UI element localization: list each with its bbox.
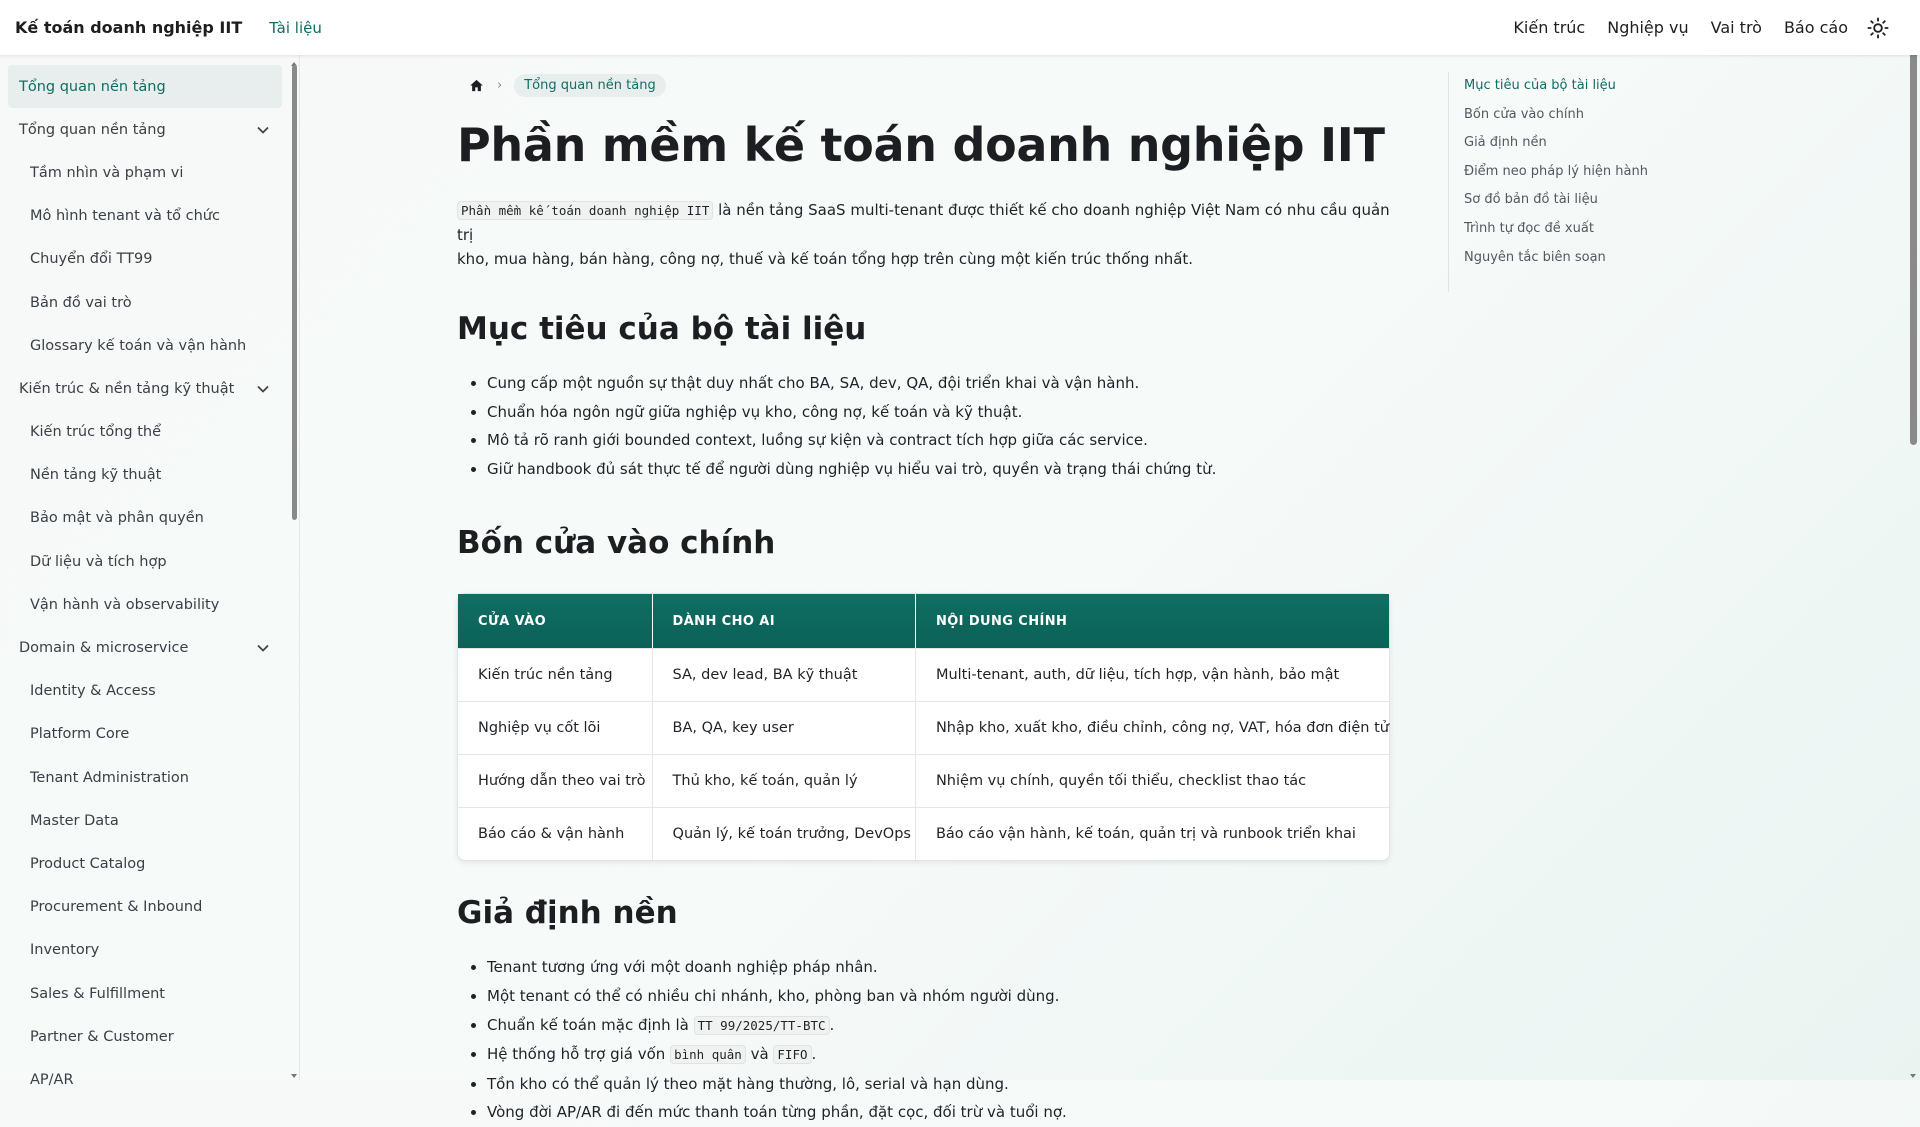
chevron-down-icon[interactable]: [256, 641, 270, 655]
sidebar-item[interactable]: [8, 324, 282, 367]
list-item: • Tồn kho có thể quản lý theo mặt hàng thường, lô, serial và hạn dùng.: [487, 1070, 1392, 1099]
sidebar-item-label: Partner & Customer: [30, 1028, 174, 1045]
table-header-content: NỘI DUNG CHÍNH: [916, 594, 1389, 648]
toc-item[interactable]: Mục tiêu của bộ tài liệu: [1464, 78, 1616, 93]
sidebar-item-label: Tenant Administration: [30, 769, 189, 786]
assumptions-heading: Giả định nền: [457, 895, 678, 932]
list-item: • Vòng đời AP/AR đi đến mức thanh toán từng phần, đặt cọc, đối trừ và tuổi nợ.: [487, 1098, 1392, 1127]
list-item-text: .: [829, 1015, 835, 1034]
main-content: [457, 70, 1392, 1127]
table-row: [458, 648, 1389, 701]
toc-item[interactable]: Bốn cửa vào chính: [1464, 106, 1584, 122]
sidebar-item[interactable]: [8, 238, 282, 281]
list-item: [487, 1040, 1392, 1070]
table-row: [458, 754, 1389, 807]
table-cell: Kiến trúc nền tảng: [458, 648, 653, 701]
list-item-text: Chuẩn kế toán mặc định là: [487, 1015, 694, 1034]
sidebar: [0, 55, 300, 1088]
sidebar-item-label: Chuyển đổi TT99: [30, 251, 153, 268]
page-scroll-thumb[interactable]: [1910, 10, 1917, 445]
sidebar-item-label: Inventory: [30, 942, 100, 959]
nav-link-architecture[interactable]: Kiến trúc: [1513, 18, 1586, 37]
sidebar-item[interactable]: [8, 713, 282, 756]
breadcrumb-current[interactable]: Tổng quan nền tảng: [514, 74, 666, 97]
home-icon: [469, 78, 484, 93]
table-cell: SA, dev lead, BA kỹ thuật: [653, 648, 916, 701]
assumptions-list: [457, 953, 1392, 1127]
nav-link-business[interactable]: Nghiệp vụ: [1607, 18, 1689, 37]
table-row: [458, 807, 1389, 860]
sidebar-item[interactable]: [8, 1015, 282, 1058]
sidebar-item-label: Domain & microservice: [19, 640, 189, 657]
table-cell: Nhiệm vụ chính, quyền tối thiểu, checklist thao tác: [916, 754, 1389, 807]
table-of-contents: [1448, 72, 1668, 292]
sidebar-item-label: Product Catalog: [30, 855, 146, 872]
table-cell: Thủ kho, kế toán, quản lý: [653, 754, 916, 807]
toc-item[interactable]: Sơ đồ bản đồ tài liệu: [1464, 192, 1598, 208]
table-header-entry: CỬA VÀO: [458, 594, 653, 648]
list-item: • Mô tả rõ ranh giới bounded context, luồng sự kiện và contract tích hợp giữa các service.: [487, 426, 1392, 455]
sidebar-item-label: Platform Core: [30, 726, 130, 743]
inline-code: FIFO: [773, 1045, 811, 1064]
sidebar-item[interactable]: [8, 497, 282, 540]
sidebar-item[interactable]: [8, 886, 282, 929]
list-item: [487, 1011, 1392, 1041]
sidebar-item-label: Bản đồ vai trò: [30, 294, 132, 311]
page-scroll-down-icon[interactable]: [1910, 1074, 1916, 1078]
list-item: • Tenant tương ứng với một doanh nghiệp pháp nhân.: [487, 953, 1392, 982]
sidebar-item[interactable]: [8, 195, 282, 238]
table-header-audience: DÀNH CHO AI: [653, 594, 916, 648]
nav-right-links: [1491, 16, 1890, 40]
list-item-text: Hệ thống hỗ trợ giá vốn: [487, 1045, 671, 1064]
toc-item[interactable]: Điểm neo pháp lý hiện hành: [1464, 163, 1648, 179]
table-cell: Quản lý, kế toán trưởng, DevOps: [653, 807, 916, 860]
sidebar-item[interactable]: [8, 670, 282, 713]
list-item: • Một tenant có thể có nhiều chi nhánh, kho, phòng ban và nhóm người dùng.: [487, 982, 1392, 1011]
page-scrollbar[interactable]: [1906, 0, 1920, 1080]
chevron-down-icon[interactable]: [256, 123, 270, 137]
sidebar-item-label: Master Data: [30, 812, 119, 829]
sidebar-item-label: Tổng quan nền tảng: [19, 78, 166, 95]
sidebar-item-label: Dữ liệu và tích hợp: [30, 553, 167, 570]
sidebar-item-label: Bảo mật và phân quyền: [30, 510, 204, 527]
sidebar-item[interactable]: [8, 756, 282, 799]
intro-text-2: kho, mua hàng, bán hàng, công nợ, thuế và kế toán tổng hợp trên cùng một kiến trúc thống nhất.: [457, 250, 1194, 268]
sidebar-item[interactable]: [8, 281, 282, 324]
sidebar-scrollbar[interactable]: [289, 60, 299, 1080]
table-header-row: [458, 594, 1389, 648]
sidebar-item[interactable]: [8, 1058, 282, 1101]
sidebar-item-label: Sales & Fulfillment: [30, 985, 165, 1002]
inline-code: bình quân: [670, 1045, 746, 1064]
intro-code: Phần mềm kế toán doanh nghiệp IIT: [457, 201, 713, 220]
sidebar-item-label: Tầm nhìn và phạm vi: [30, 164, 184, 181]
table-cell: Nhập kho, xuất kho, điều chỉnh, công nợ, VAT, hóa đơn điện tử: [916, 701, 1389, 754]
sidebar-item-label: Procurement & Inbound: [30, 899, 203, 916]
list-item: • Giữ handbook đủ sát thực tế để người dùng nghiệp vụ hiểu vai trò, quyền và trạng thái chứng từ.: [487, 455, 1392, 484]
sidebar-item-label: Vận hành và observability: [30, 596, 220, 613]
sidebar-item[interactable]: [8, 929, 282, 972]
sidebar-item[interactable]: [8, 65, 282, 108]
sidebar-item[interactable]: [8, 411, 282, 454]
sun-icon: [1867, 17, 1889, 39]
table-cell: Multi-tenant, auth, dữ liệu, tích hợp, vận hành, bảo mật: [916, 648, 1389, 701]
sidebar-menu: [0, 55, 282, 1102]
breadcrumb: [457, 70, 1392, 100]
sidebar-item-label: Nền tảng kỹ thuật: [30, 467, 162, 484]
sidebar-scroll-thumb[interactable]: [292, 65, 297, 520]
sidebar-item-label: Identity & Access: [30, 683, 156, 700]
list-item: • Chuẩn hóa ngôn ngữ giữa nghiệp vụ kho, công nợ, kế toán và kỹ thuật.: [487, 398, 1392, 427]
top-navbar: [0, 0, 1920, 55]
sidebar-item[interactable]: [8, 540, 282, 583]
table-cell: Báo cáo vận hành, kế toán, quản trị và runbook triển khai: [916, 807, 1389, 860]
sidebar-item-label: Kiến trúc & nền tảng kỹ thuật: [19, 380, 235, 397]
sidebar-item-label: Mô hình tenant và tổ chức: [30, 208, 220, 225]
breadcrumb-chevron-icon: ›: [497, 77, 503, 93]
sidebar-category[interactable]: [8, 626, 282, 669]
sidebar-category[interactable]: [8, 108, 282, 151]
list-item-text: và: [745, 1045, 774, 1064]
table-cell: Hướng dẫn theo vai trò: [458, 754, 653, 807]
intro-paragraph: [457, 198, 1392, 271]
nav-docs-link[interactable]: Tài liệu: [269, 18, 322, 37]
sidebar-category[interactable]: [8, 367, 282, 410]
toc-item[interactable]: Trình tự đọc đề xuất: [1464, 220, 1594, 236]
entry-points-table: [457, 593, 1390, 861]
table-cell: BA, QA, key user: [653, 701, 916, 754]
list-item: • Cung cấp một nguồn sự thật duy nhất cho BA, SA, dev, QA, đội triển khai và vận hành.: [487, 369, 1392, 398]
sidebar-item[interactable]: [8, 151, 282, 194]
toc-item[interactable]: Nguyên tắc biên soạn: [1464, 249, 1606, 265]
sidebar-item-label: Tổng quan nền tảng: [19, 121, 166, 138]
breadcrumb-home[interactable]: [467, 76, 485, 94]
nav-link-roles[interactable]: Vai trò: [1710, 18, 1762, 37]
toc-item[interactable]: Giả định nền: [1464, 135, 1547, 151]
sidebar-item[interactable]: [8, 799, 282, 842]
sidebar-item[interactable]: [8, 583, 282, 626]
sidebar-item[interactable]: [8, 842, 282, 885]
goals-list: [457, 369, 1392, 483]
table-row: [458, 701, 1389, 754]
table-cell: Báo cáo & vận hành: [458, 807, 653, 860]
table-cell: Nghiệp vụ cốt lõi: [458, 701, 653, 754]
page-title: Phần mềm kế toán doanh nghiệp IIT: [457, 118, 1385, 172]
entry-points-heading: Bốn cửa vào chính: [457, 525, 776, 562]
sidebar-item-label: Glossary kế toán và vận hành: [30, 337, 247, 354]
theme-toggle-button[interactable]: [1866, 16, 1890, 40]
sidebar-item[interactable]: [8, 972, 282, 1015]
nav-link-reports[interactable]: Báo cáo: [1783, 18, 1848, 37]
intro-text-1: là nền tảng SaaS multi-tenant được thiết kế cho doanh nghiệp Việt Nam có nhu cầu quản trị: [457, 201, 1390, 244]
inline-code: TT 99/2025/TT-BTC: [694, 1016, 830, 1035]
brand-title[interactable]: Kế toán doanh nghiệp IIT: [15, 18, 243, 37]
goals-heading: Mục tiêu của bộ tài liệu: [457, 311, 867, 347]
list-item-text: .: [811, 1045, 817, 1064]
sidebar-scroll-down-icon[interactable]: [291, 1074, 297, 1078]
sidebar-item-label: Kiến trúc tổng thể: [30, 424, 162, 441]
sidebar-item-label: AP/AR: [30, 1071, 74, 1088]
chevron-down-icon[interactable]: [256, 382, 270, 396]
sidebar-item[interactable]: [8, 454, 282, 497]
